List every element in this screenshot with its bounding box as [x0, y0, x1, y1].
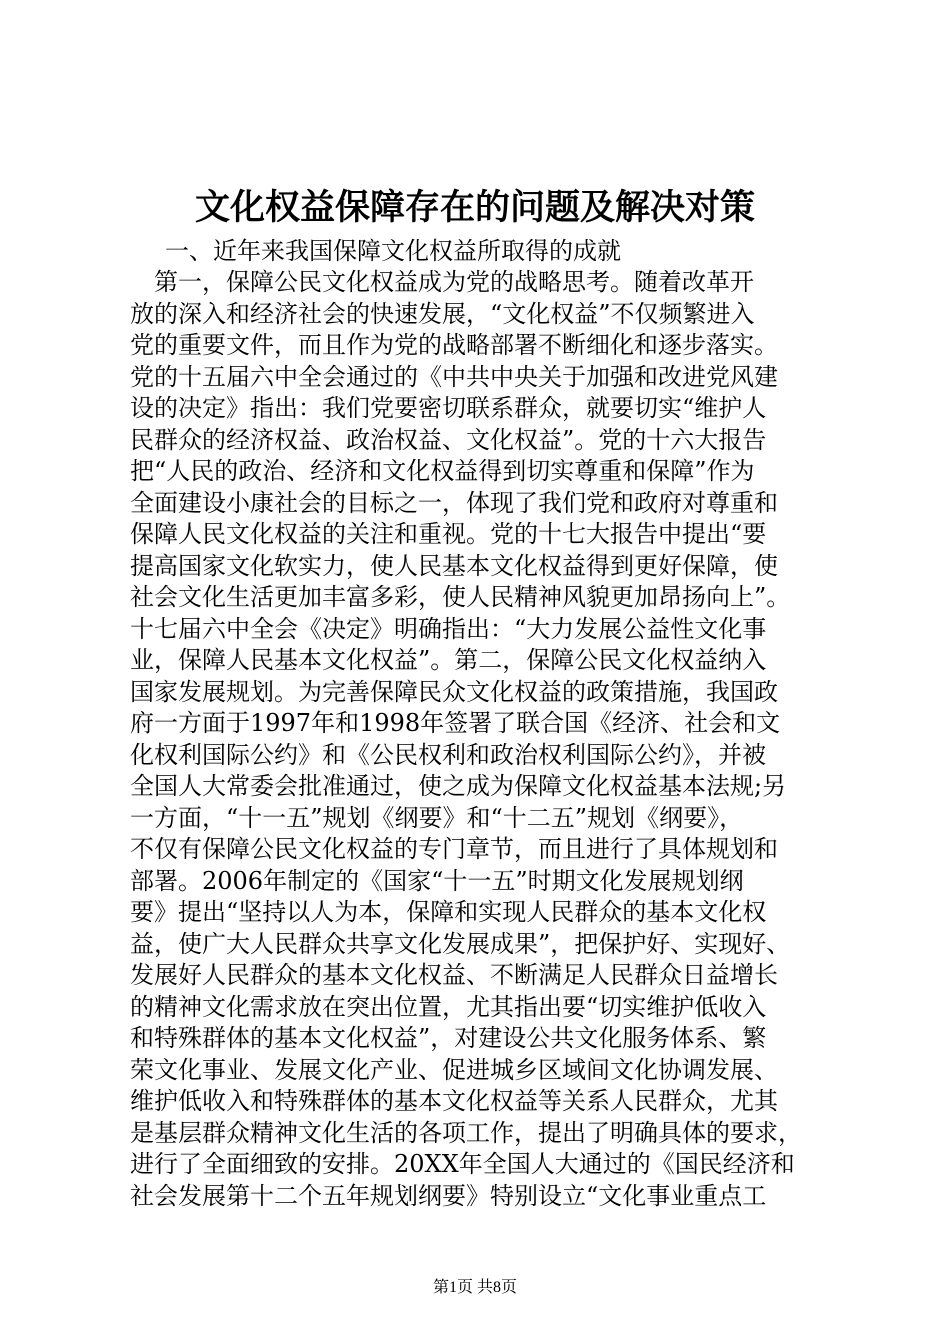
- body-line: 民群众的经济权益、政治权益、文化权益”。党的十六大报告: [130, 425, 767, 454]
- body-line: 国家发展规划。为完善保障民众文化权益的政策措施，我国政: [130, 677, 778, 706]
- body-line: 十七届六中全会《决定》明确指出：“大力发展公益性文化事: [130, 614, 767, 643]
- body-line: 保障人民文化权益的关注和重视。党的十七大报告中提出“要: [130, 520, 767, 548]
- body-line: 社会发展第十二个五年规划纲要》特别设立“文化事业重点工: [130, 1181, 767, 1210]
- body-line: 第一，保障公民文化权益成为党的战略思考。随着改革开: [130, 268, 754, 296]
- body-line: 放的深入和经济社会的快速发展，“文化权益”不仅频繁进入: [130, 299, 755, 328]
- body-line: 进行了全面细致的安排。20XX年全国人大通过的《国民经济和: [130, 1150, 795, 1178]
- section-heading: 一、近年来我国保障文化权益所取得的成就: [165, 237, 621, 265]
- body-line: 全国人大常委会批准通过，使之成为保障文化权益基本法规;另: [130, 772, 787, 800]
- body-line: 化权利国际公约》和《公民权利和政治权利国际公约》，并被: [130, 740, 766, 769]
- body-line: 维护低收入和特殊群体的基本文化权益等关系人民群众，尤其: [130, 1087, 778, 1115]
- body-line: 业，保障人民基本文化权益”。第二，保障公民文化权益纳入: [130, 646, 767, 674]
- body-line: 益，使广大人民群众共享文化发展成果”，把保护好、实现好、: [130, 929, 791, 958]
- body-line: 荣文化事业、发展文化产业、促进城乡区域间文化协调发展、: [130, 1055, 778, 1084]
- page-footer: 第1页 共8页: [432, 1279, 517, 1296]
- body-line: 设的决定》指出：我们党要密切联系群众，就要切实“维护人: [130, 394, 767, 422]
- body-text: [130, 267, 850, 1212]
- body-line: 党的重要文件，而且作为党的战略部署不断细化和逐步落实。: [130, 331, 778, 359]
- body-line: 要》提出“坚持以人为本，保障和实现人民群众的基本文化权: [130, 898, 767, 926]
- body-line: 部署。2006年制定的《国家“十一五”时期文化发展规划纲: [130, 866, 744, 895]
- body-line: 提高国家文化软实力，使人民基本文化权益得到更好保障，使: [130, 551, 778, 580]
- body-line: 和特殊群体的基本文化权益”，对建设公共文化服务体系、繁: [130, 1024, 767, 1052]
- body-line: 把“人民的政治、经济和文化权益得到切实尊重和保障”作为: [130, 457, 755, 485]
- body-line: 的精神文化需求放在突出位置，尤其指出要“切实维护低收入: [130, 992, 767, 1021]
- body-line: 一方面，“十一五”规划《纲要》和“十二五”规划《纲要》，: [130, 803, 744, 832]
- body-line: 全面建设小康社会的目标之一，体现了我们党和政府对尊重和: [130, 488, 778, 517]
- body-line: 党的十五届六中全会通过的《中共中央关于加强和改进党风建: [130, 362, 778, 391]
- body-line: 社会文化生活更加丰富多彩，使人民精神风貌更加昂扬向上”。: [130, 583, 791, 611]
- body-line: 发展好人民群众的基本文化权益、不断满足人民群众日益增长: [130, 961, 778, 989]
- body-line: 是基层群众精神文化生活的各项工作，提出了明确具体的要求，: [130, 1118, 802, 1147]
- body-line: 不仅有保障公民文化权益的专门章节，而且进行了具体规划和: [130, 835, 778, 863]
- body-line: 府一方面于1997年和1998年签署了联合国《经济、社会和文: [130, 709, 781, 737]
- document-title: 文化权益保障存在的问题及解决对策: [194, 187, 755, 228]
